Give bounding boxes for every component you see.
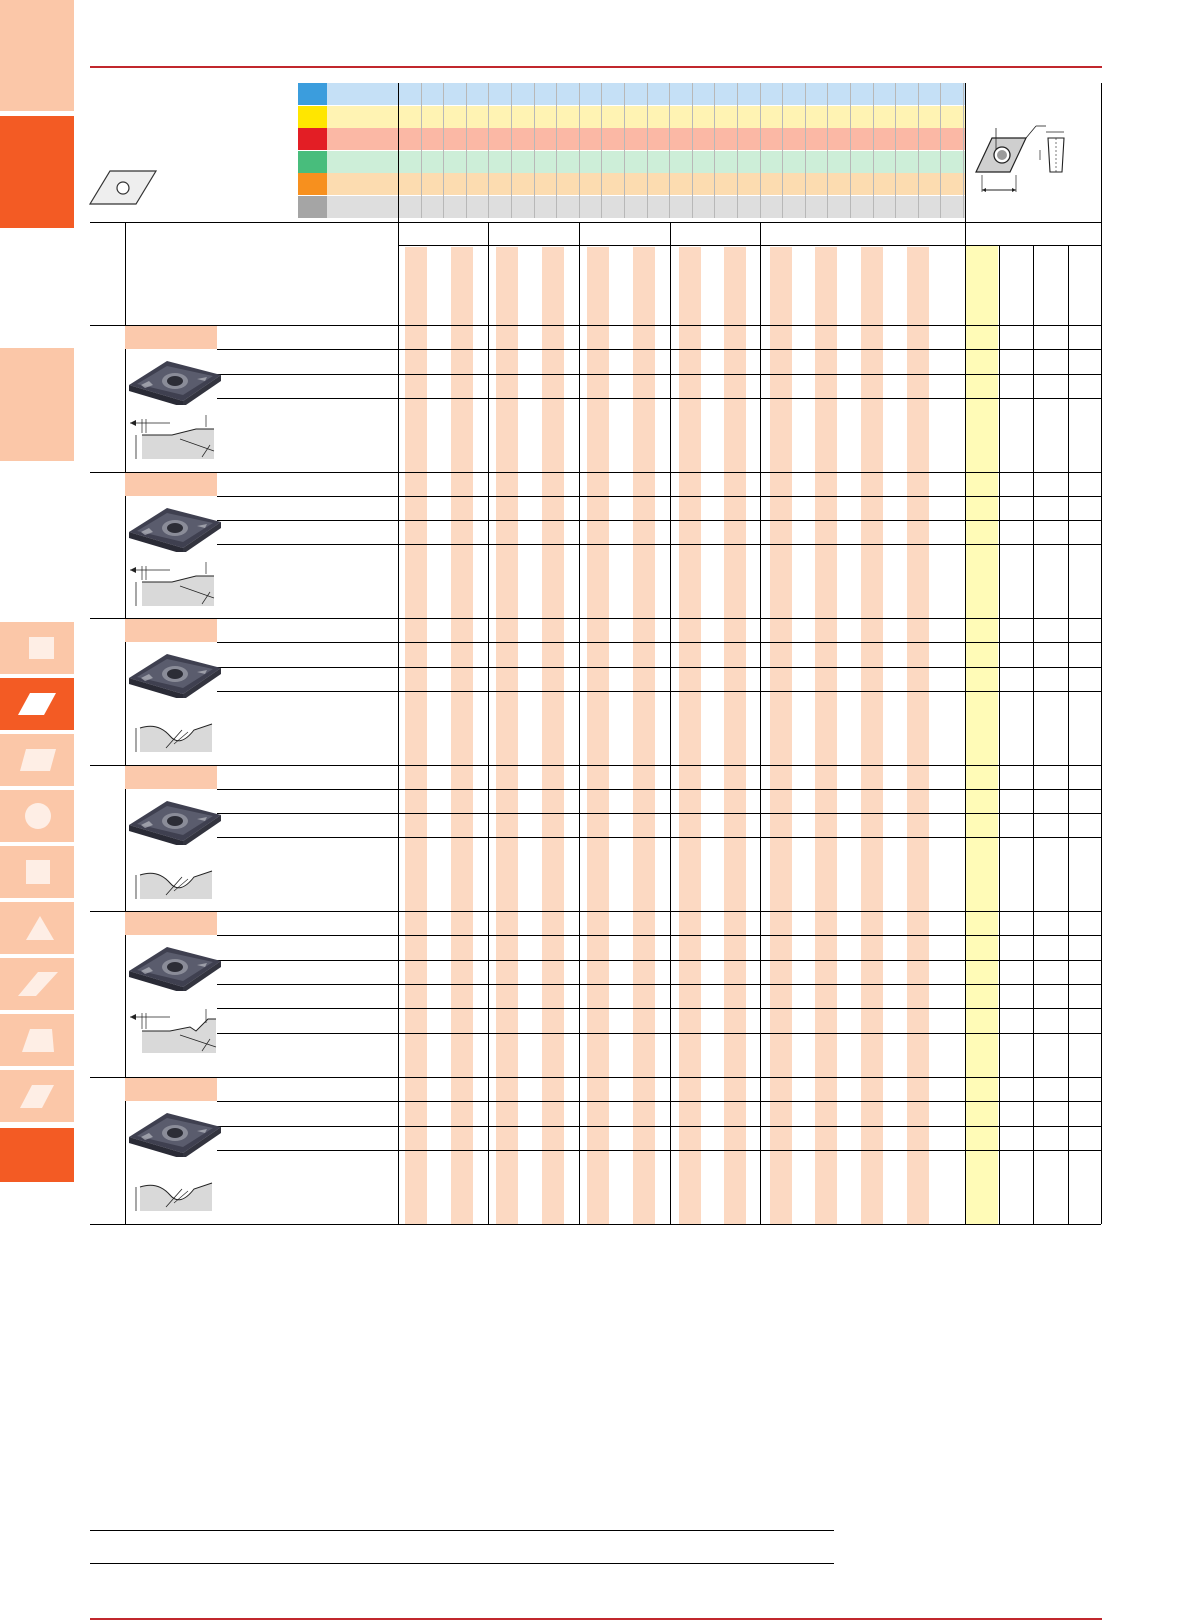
- material-color-k: [298, 128, 327, 150]
- round-insert-icon: [22, 801, 56, 831]
- insert-geometry-diagram-icon: [964, 120, 1084, 200]
- table-row: [217, 374, 1101, 375]
- band-separator: [421, 83, 422, 218]
- header-divider: [398, 245, 1101, 246]
- sidebar-item-round[interactable]: [0, 790, 74, 842]
- group-3-label-bar: [125, 619, 217, 642]
- grade-group-rule: [579, 222, 580, 1224]
- grade-group-rule: [670, 222, 671, 1224]
- footnote-rule-1: [90, 1530, 834, 1531]
- group-4-label-bar: [125, 766, 217, 789]
- band-separator: [873, 83, 874, 218]
- band-separator: [511, 83, 512, 218]
- sidebar-item-parallelogram[interactable]: [0, 1070, 74, 1122]
- curved-chipbreaker-profile-icon: [130, 708, 230, 754]
- band-separator: [624, 83, 625, 218]
- table-row: [217, 960, 1101, 961]
- band-separator: [647, 83, 648, 218]
- band-separator: [782, 83, 783, 218]
- straight-chipbreaker-profile-icon: [130, 562, 230, 608]
- band-separator: [488, 83, 489, 218]
- band-separator: [827, 83, 828, 218]
- square-90-insert-icon: [24, 858, 58, 888]
- curved-chipbreaker-profile-icon: [130, 855, 230, 901]
- table-row: [217, 789, 1101, 790]
- band-separator: [534, 83, 535, 218]
- table-row: [217, 398, 1101, 399]
- band-separator: [692, 83, 693, 218]
- band-separator: [895, 83, 896, 218]
- table-row: [217, 837, 1101, 838]
- rhombus-35-insert-icon: [16, 970, 60, 1000]
- band-separator: [805, 83, 806, 218]
- side-tab-middle: [0, 348, 74, 461]
- group-divider: [90, 472, 1101, 473]
- material-color-h: [298, 196, 327, 218]
- table-row: [217, 642, 1101, 643]
- group-divider: [90, 618, 1101, 619]
- band-separator: [669, 83, 670, 218]
- curved-chipbreaker-profile-icon: [130, 1167, 230, 1213]
- body-top-rule: [90, 325, 1101, 326]
- band-separator: [760, 83, 761, 218]
- insert-shape-icon: [88, 168, 160, 208]
- grade-group-rule: [760, 222, 761, 1224]
- group-divider: [90, 1077, 1101, 1078]
- table-row: [217, 667, 1101, 668]
- group-divider: [90, 765, 1101, 766]
- parallelogram-insert-icon: [18, 1082, 58, 1112]
- table-row: [217, 984, 1101, 985]
- grade-group-rule: [488, 222, 489, 1224]
- material-color-n: [298, 151, 327, 173]
- band-separator: [850, 83, 851, 218]
- material-color-m: [298, 106, 327, 128]
- sidebar-item-rhombus-55[interactable]: [0, 678, 74, 730]
- table-row: [217, 935, 1101, 936]
- grade-group-rule: [965, 83, 966, 1224]
- table-row: [217, 813, 1101, 814]
- stepped-chipbreaker-profile-icon: [130, 1009, 230, 1055]
- table-row: [217, 691, 1101, 692]
- band-separator: [737, 83, 738, 218]
- insert-photo-icon: [127, 1109, 223, 1157]
- table-row: [217, 520, 1101, 521]
- band-separator: [579, 83, 580, 218]
- table-row: [217, 1150, 1101, 1151]
- band-separator: [443, 83, 444, 218]
- group-6-label-bar: [125, 1078, 217, 1101]
- trigon-insert-icon: [18, 1026, 58, 1056]
- name-column-rule: [398, 83, 399, 1224]
- group-divider: [90, 911, 1101, 912]
- band-separator: [940, 83, 941, 218]
- sidebar-item-rhombus-80[interactable]: [0, 734, 74, 786]
- triangle-insert-icon: [24, 914, 58, 944]
- sidebar-item-square[interactable]: [0, 622, 74, 674]
- insert-photo-icon: [127, 943, 223, 991]
- side-tab-bottom[interactable]: [0, 1128, 74, 1182]
- group-1-label-bar: [125, 326, 217, 349]
- table-row: [217, 349, 1101, 350]
- side-tab-active-section[interactable]: [0, 116, 74, 228]
- table-row: [217, 1126, 1101, 1127]
- sidebar-item-trigon[interactable]: [0, 1014, 74, 1066]
- sidebar-item-rhombus-35[interactable]: [0, 958, 74, 1010]
- insert-photo-icon: [127, 797, 223, 845]
- sidebar-item-triangle[interactable]: [0, 902, 74, 954]
- material-color-s: [298, 173, 327, 195]
- material-color-p: [298, 83, 327, 105]
- table-row: [217, 1101, 1101, 1102]
- rhombus-80-insert-icon: [18, 746, 58, 774]
- table-row: [217, 544, 1101, 545]
- footnote-rule-2: [90, 1563, 834, 1564]
- left-column-rule: [125, 222, 126, 1224]
- table-row: [217, 1033, 1101, 1034]
- band-separator: [918, 83, 919, 218]
- group-5-label-bar: [125, 912, 217, 935]
- table-row: [217, 496, 1101, 497]
- table-bottom-rule: [90, 1224, 1101, 1225]
- band-separator: [714, 83, 715, 218]
- side-tab-top: [0, 0, 74, 111]
- table-row: [217, 1008, 1101, 1009]
- insert-photo-icon: [127, 504, 223, 552]
- square-insert-icon: [27, 634, 59, 662]
- group-2-label-bar: [125, 473, 217, 496]
- insert-photo-icon: [127, 650, 223, 698]
- top-rule: [90, 66, 1102, 68]
- band-separator: [556, 83, 557, 218]
- band-separator: [601, 83, 602, 218]
- bottom-rule: [90, 1618, 1102, 1620]
- table-top-rule: [90, 222, 1101, 223]
- table-right-rule: [1101, 83, 1102, 1224]
- rhombus-55-insert-icon: [16, 690, 58, 718]
- insert-photo-icon: [127, 357, 223, 405]
- straight-chipbreaker-profile-icon: [130, 415, 230, 461]
- band-separator: [466, 83, 467, 218]
- sidebar-item-square-90[interactable]: [0, 846, 74, 898]
